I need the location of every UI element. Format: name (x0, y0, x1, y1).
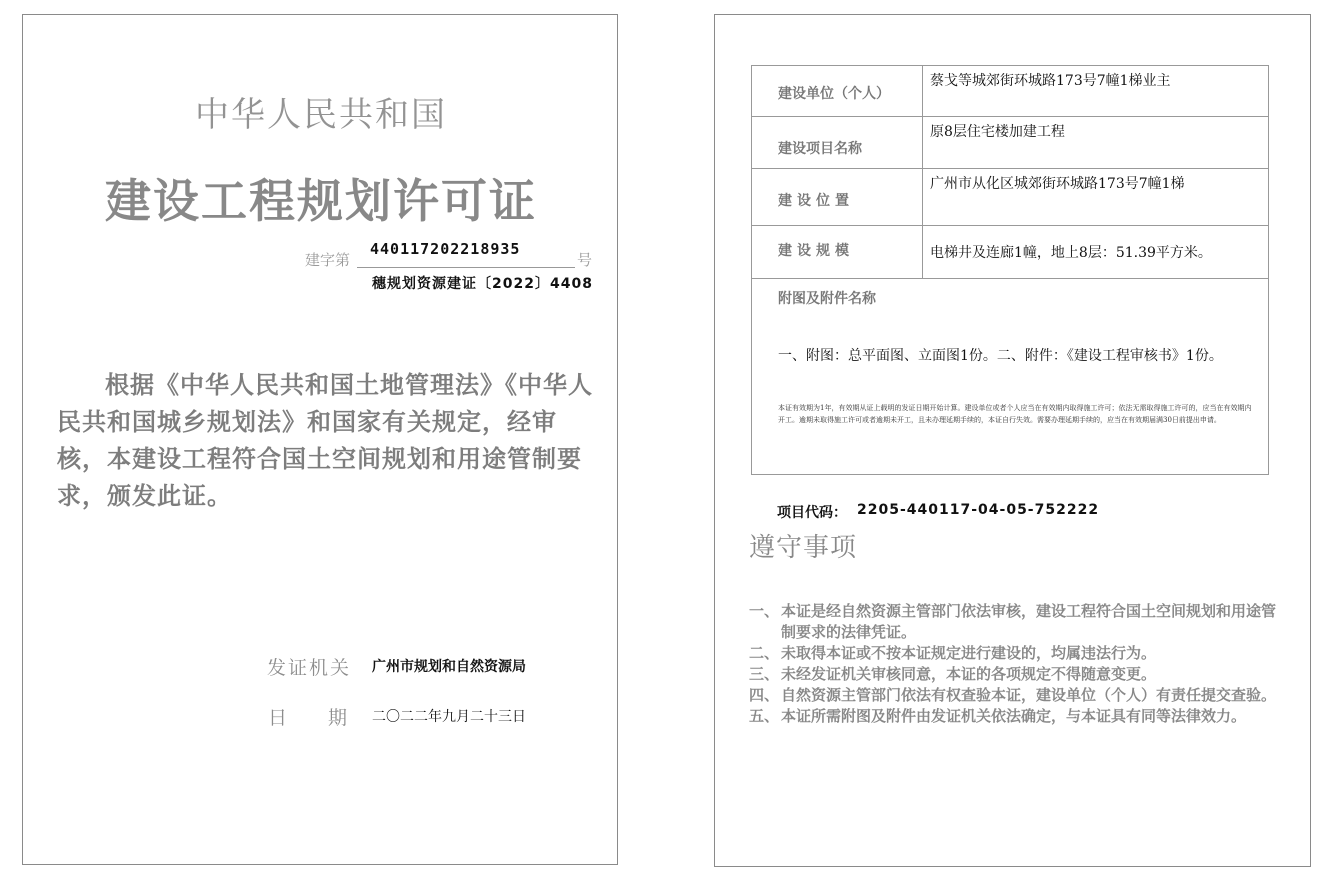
legal-basis-text: 根据《中华人民共和国土地管理法》《中华人民共和国城乡规划法》和国家有关规定，经审核，本建设工程符合国土空间规划和用途管制要求，颁发此证。 (57, 371, 593, 510)
notice-number: 一、 (749, 602, 780, 620)
project-name-value: 原8层住宅楼加建工程 (930, 124, 1065, 140)
table-row-unit (752, 66, 1268, 117)
table-row-location (752, 169, 1268, 226)
notice-text: 未取得本证或不按本证规定进行建设的，均属违法行为。 (781, 644, 1157, 662)
scale-label: 建设规模 (778, 243, 854, 259)
notice-text: 自然资源主管部门依法有权查验本证，建设单位（个人）有责任提交查验。 (781, 686, 1277, 704)
location-label: 建设位置 (778, 193, 854, 209)
date-label-part1: 日 (268, 707, 288, 729)
notice-item (749, 601, 1279, 643)
location-value: 广州市从化区城郊街环城路173号7幢1梯 (930, 176, 1185, 192)
project-info-table (751, 65, 1269, 475)
issue-date-value: 二〇二二年九月二十三日 (372, 709, 526, 725)
notice-item (749, 685, 1279, 706)
notice-text: 未经发证机关审核同意，本证的各项规定不得随意变更。 (781, 665, 1157, 683)
date-label-part2: 期 (328, 707, 348, 729)
notice-number: 三、 (749, 665, 780, 683)
validity-note: 本证有效期为1年，有效期从证上载明的发证日期开始计算。建设单位或者个人应当在有效期内取得施工许可；依法无需取得施工许可的，应当在有效期内开工。逾期未取得施工许可或者逾期未开工，且未办理延期手续的，本证自行失效。需要办理延期手续的，应当在有效期届满30日前提出申请。 (778, 404, 1252, 424)
table-row-scale (752, 226, 1268, 279)
notice-text: 本证所需附图及附件由发证机关依法确定，与本证具有同等法律效力。 (781, 707, 1247, 725)
issuer-value: 广州市规划和自然资源局 (372, 659, 526, 675)
attachments-label: 附图及附件名称 (778, 291, 876, 307)
cert-number-prefix: 建字第 (305, 251, 351, 269)
notice-item (749, 706, 1279, 727)
cert-number-suffix: 号 (577, 251, 593, 269)
country-name: 中华人民共和国 (195, 95, 447, 135)
notice-item (749, 664, 1279, 685)
notice-title: 遵守事项 (749, 533, 858, 563)
certificate-front-page (22, 14, 618, 865)
cert-number-underline (357, 267, 575, 268)
attachments-text: 一、附图：总平面图、立面图1份。二、附件：《建设工程审核书》1份。 (778, 348, 1223, 364)
notice-number: 五、 (749, 707, 780, 725)
notice-list (749, 601, 1279, 727)
table-row-project (752, 117, 1268, 169)
unit-value: 蔡戈等城郊街环城路173号7幢1梯业主 (930, 73, 1171, 89)
project-name-label: 建设项目名称 (778, 141, 862, 157)
notice-number: 二、 (749, 644, 780, 662)
notice-item (749, 643, 1279, 664)
notice-text: 本证是经自然资源主管部门依法审核，建设工程符合国土空间规划和用途管制要求的法律凭证。 (781, 602, 1277, 641)
notice-number: 四、 (749, 686, 780, 704)
project-code-label: 项目代码： (777, 505, 847, 521)
cert-reference-number: 穗规划资源建证〔2022〕4408 (372, 276, 593, 292)
issuer-label: 发证机关 (267, 657, 352, 679)
unit-label: 建设单位（个人） (778, 86, 890, 102)
certificate-back-page (714, 14, 1311, 867)
scale-value: 电梯井及连廊1幢，地上8层：51.39平方米。 (930, 245, 1212, 261)
certificate-title: 建设工程规划许可证 (105, 174, 537, 228)
cert-number-value: 440117202218935 (370, 240, 521, 258)
project-code-value: 2205-440117-04-05-752222 (857, 502, 1100, 518)
